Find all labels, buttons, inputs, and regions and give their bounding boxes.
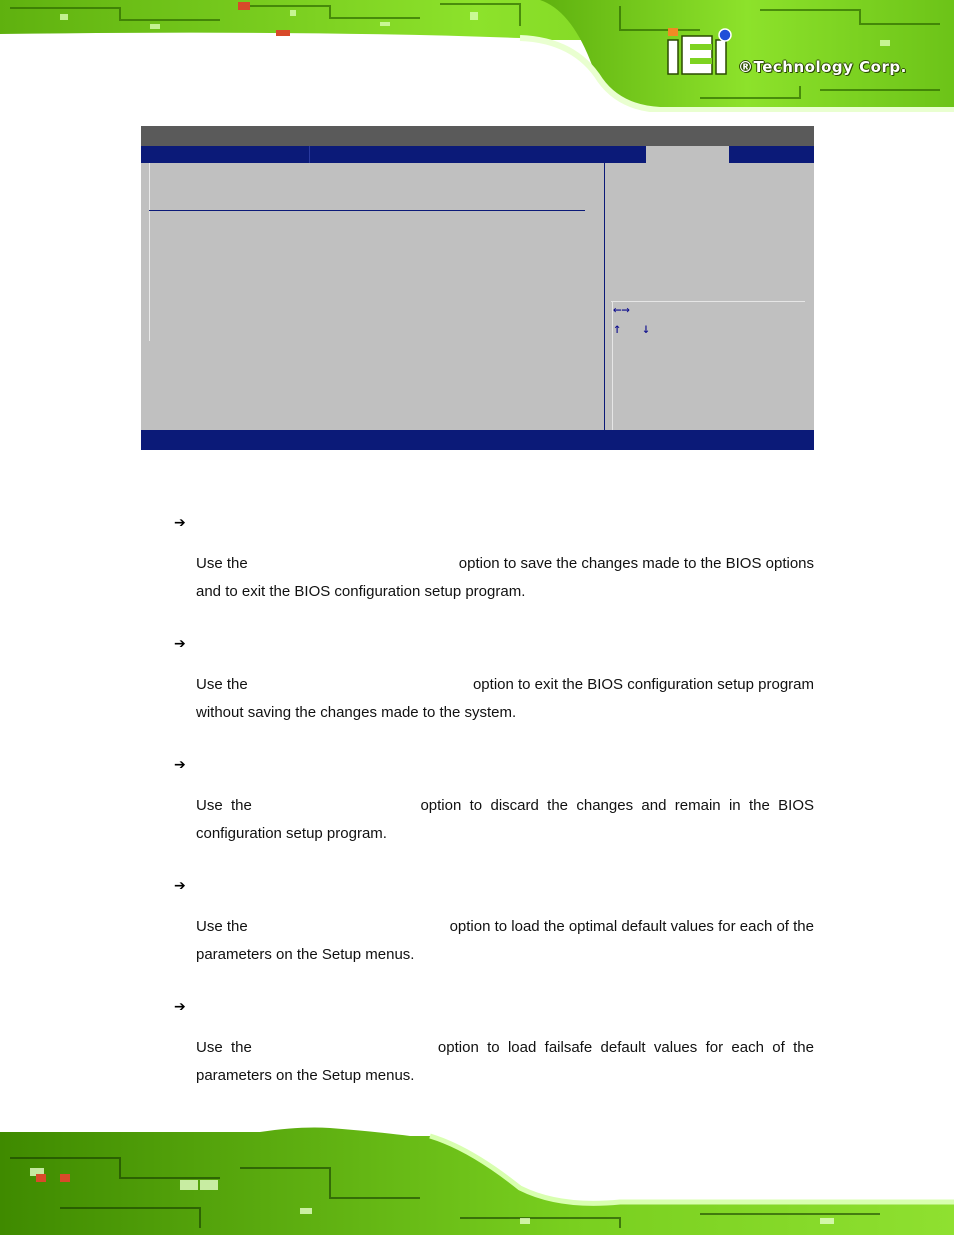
load-failsafe-defaults-description [196, 1034, 814, 1090]
continuation-text: configuration setup program. [196, 825, 387, 842]
option-text: option to exit the BIOS configuration setup program [472, 676, 814, 693]
save-exit-description [196, 550, 814, 606]
left-right-arrow-icon: ←→ [613, 302, 630, 318]
bios-help-panel [606, 163, 814, 430]
lead-text: Use the [196, 676, 248, 693]
bios-panel-divider [604, 163, 605, 430]
bios-title-bar [141, 126, 814, 146]
continuation-text: without saving the changes made to the system. [196, 704, 517, 721]
continuation-text: parameters on the Setup menus. [196, 1067, 415, 1084]
option-text: option to load the optimal default values for each of the [449, 918, 814, 935]
bios-menu-tab [141, 146, 310, 163]
bullet-arrow-icon: ➔ [174, 636, 186, 652]
continuation-text: parameters on the Setup menus. [196, 946, 415, 963]
option-text: option to save the changes made to the BIOS options [458, 555, 814, 572]
lead-text: Use the [196, 797, 252, 814]
bios-menu-tab-active [646, 146, 729, 163]
bullet-arrow-icon: ➔ [174, 515, 186, 531]
lead-text: Use the [196, 1039, 252, 1056]
circuit-board-footer-graphic [0, 1118, 954, 1235]
footer-banner [0, 1118, 954, 1235]
bios-section-underline [149, 210, 585, 211]
lead-text: Use the [196, 555, 248, 572]
bullet-arrow-icon: ➔ [174, 878, 186, 894]
bios-status-bar [141, 430, 814, 450]
up-down-arrow-icon: ↑ ↓ [613, 321, 657, 337]
continuation-text: and to exit the BIOS configuration setup program. [196, 583, 526, 600]
bullet-arrow-icon: ➔ [174, 757, 186, 773]
bios-menu-bar [141, 146, 814, 163]
bullet-arrow-icon: ➔ [174, 999, 186, 1015]
exit-without-saving-description [196, 671, 814, 727]
lead-text: Use the [196, 918, 248, 935]
load-optimal-defaults-description [196, 913, 814, 969]
discard-changes-description [196, 792, 814, 848]
iei-logo-mark-icon [664, 26, 744, 78]
company-name: ®Technology Corp. [738, 58, 907, 76]
bios-screenshot [141, 126, 814, 450]
bios-options-panel [149, 163, 606, 341]
option-text: option to load failsafe default values for each of the [437, 1039, 814, 1056]
option-text: option to discard the changes and remain in the BIOS [420, 797, 814, 814]
bios-help-separator [611, 301, 805, 302]
